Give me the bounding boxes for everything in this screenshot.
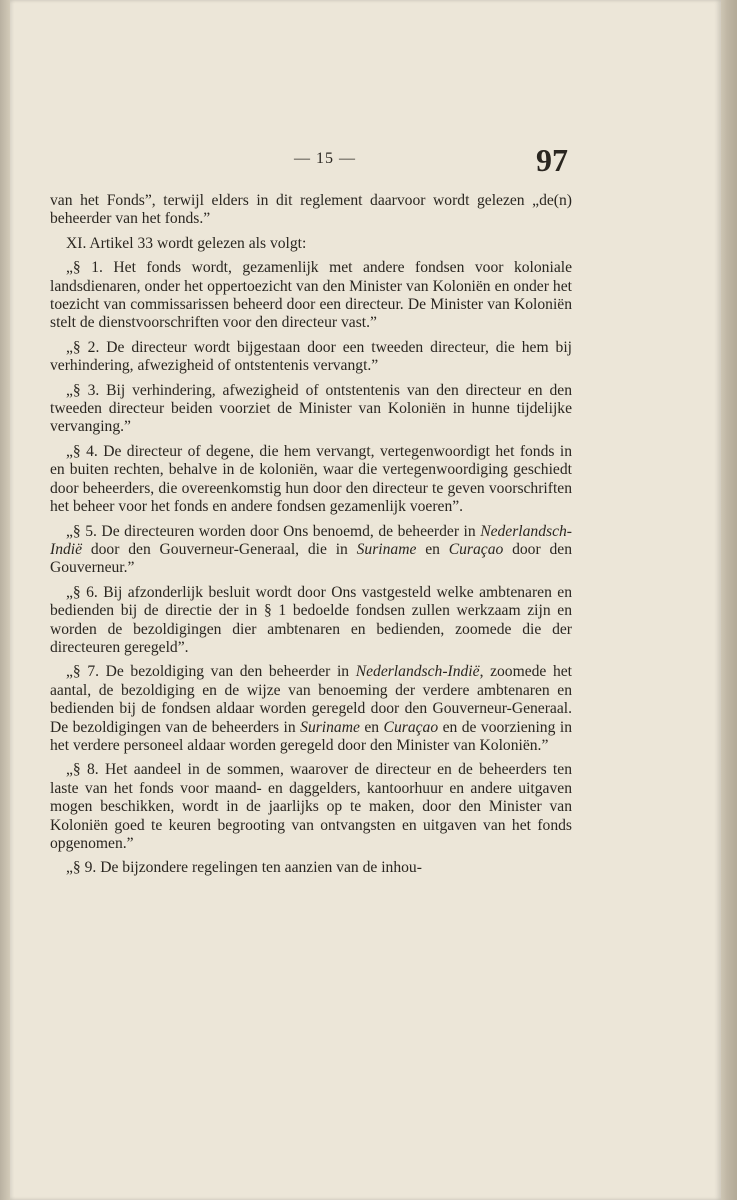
- text-run: door den Gouverneur-Generaal, die in: [82, 540, 357, 558]
- paragraph-section-3: „§ 3. Bij verhindering, afwezigheid of ontstentenis van den directeur en den tweeden directeur beiden voorziet de Minister van Koloniën in hunne tijdelijke vervanging.”: [50, 381, 572, 436]
- printed-page-number: — 15 —: [294, 150, 356, 167]
- italic-place-name: Nederlandsch-Indië: [50, 522, 572, 558]
- italic-place-name: Suriname: [300, 718, 360, 736]
- text-run: en: [416, 540, 449, 558]
- paragraph-section-1: „§ 1. Het fonds wordt, gezamenlijk met andere fondsen voor koloniale landsdienaren, onder het oppertoezicht van den Minister van Koloniën en onder het toezicht van commissarissen beheerd door een directeur. De Minister van Koloniën stelt de dienstvoorschriften voor den directeur vast.”: [50, 259, 572, 332]
- paragraph-section-2: „§ 2. De directeur wordt bijgestaan door een tweeden directeur, die hem bij verhindering, afwezigheid of ontstentenis vervangt.”: [50, 338, 572, 375]
- paragraph-section-5: [50, 523, 572, 578]
- italic-place-name: Curaçao: [448, 540, 504, 558]
- page-header: [10, 142, 721, 178]
- paragraph-section-7: [50, 663, 572, 755]
- text-run: „§ 5. De directeuren worden door Ons benoemd, de beheerder in: [66, 522, 481, 540]
- text-run: en: [359, 718, 384, 736]
- stamped-page-number: 97: [536, 142, 568, 178]
- page-right-edge: [721, 0, 737, 1200]
- paragraph-section-8: „§ 8. Het aandeel in de sommen, waarover de directeur en de beheerders ten laste van het fonds voor maand- en daggelders, kantoorhuur en andere uitgaven mogen beschikken, wordt in de jaarlijks op te maken, door den Minister van Koloniën goed te keuren begrooting van ontvangsten en uitgaven van het fonds opgenomen.”: [50, 761, 572, 852]
- page-left-edge: [0, 0, 10, 1200]
- italic-place-name: Nederlandsch-Indië: [355, 663, 480, 681]
- paragraph-section-9: „§ 9. De bijzondere regelingen ten aanzien van de inhou-: [66, 859, 422, 877]
- paragraph-continuation: van het Fonds”, terwijl elders in dit reglement daarvoor wordt gelezen „de(n) beheerder van het fonds.”: [50, 192, 572, 228]
- text-run: , zoomede het aantal, de bezoldiging en de wijze van benoeming der verdere ambtenaren en bedienden bij de fondsen aldaar worden geregeld door den Gouverneur-Generaal. De bezoldigingen van de beheerders in: [50, 663, 573, 736]
- paragraph-section-6: „§ 6. Bij afzonderlijk besluit wordt door Ons vastgesteld welke ambtenaren en bedienden bij de directie der in § 1 bedoelde fondsen zullen werkzaam zijn en worden de bezoldigingen dier ambtenaren en bedienden, zoomede die der directeuren geregeld”.: [50, 583, 572, 656]
- paragraph-article-xi: XI. Artikel 33 wordt gelezen als volgt:: [66, 234, 307, 252]
- text-run: „§ 7. De bezoldiging van den beheerder in: [66, 663, 356, 681]
- italic-place-name: Suriname: [356, 540, 417, 558]
- text-run: en de voorziening in het verdere personeel aldaar worden geregeld door den Minister van Koloniën.”: [50, 718, 572, 754]
- italic-place-name: Curaçao: [383, 718, 439, 736]
- body-text: [50, 192, 572, 884]
- text-run: door den Gouverneur.”: [50, 540, 572, 577]
- paragraph-section-4: „§ 4. De directeur of degene, die hem vervangt, vertegenwoordigt het fonds in en buiten rechten, behalve in de koloniën, waar die vertegenwoordiging geschiedt door beheerders, die overeenkomstig hun door den directeur te geven voorschriften het beheer voor het fonds en andere fondsen gezamenlijk voeren”.: [50, 442, 572, 516]
